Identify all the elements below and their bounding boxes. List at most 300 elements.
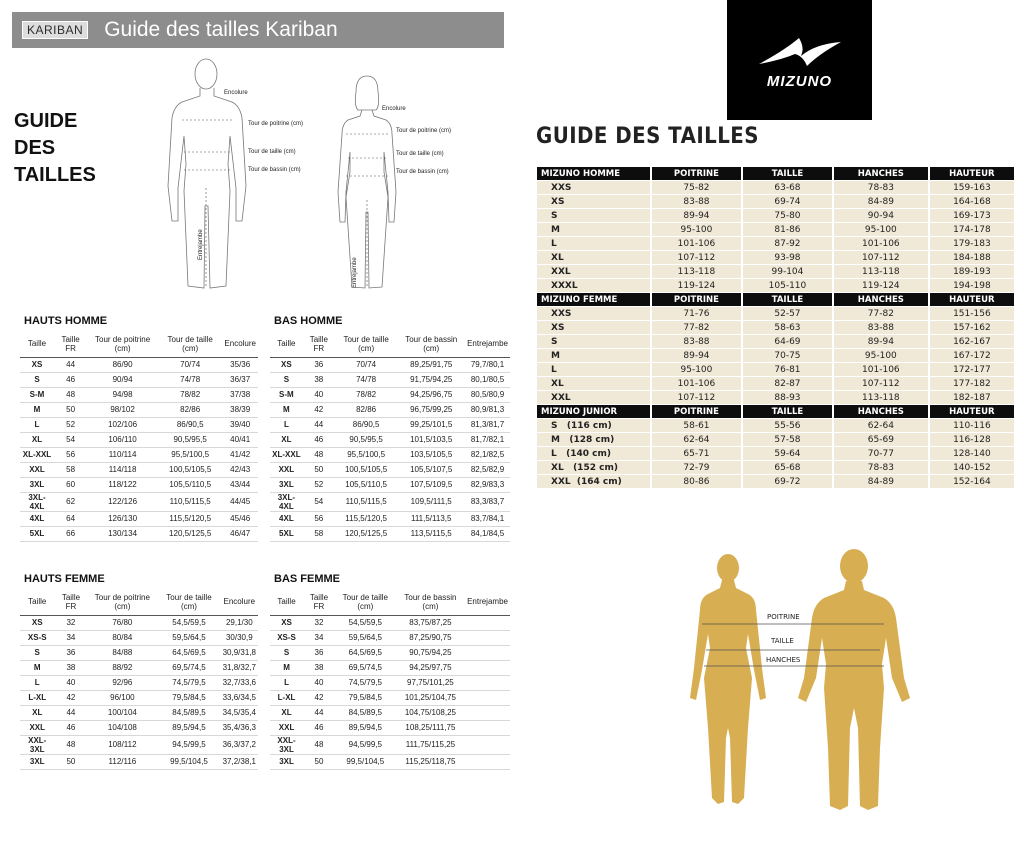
size-cell: S-M (270, 387, 303, 402)
value-cell: 32,7/33,6 (221, 675, 258, 690)
size-cell: L (20, 417, 54, 432)
value-cell: 55-56 (743, 419, 834, 432)
value-cell: 32 (303, 615, 335, 630)
value-cell: 44 (54, 705, 87, 720)
size-cell: L (270, 417, 303, 432)
column-header: POITRINE (652, 293, 743, 306)
table-row (20, 402, 258, 417)
hauts-femme-table (20, 589, 258, 770)
value-cell: 74/78 (158, 372, 222, 387)
value-cell: 36 (303, 357, 335, 372)
hauts-homme-title: HAUTS HOMME (24, 315, 108, 327)
value-cell: 101-106 (834, 363, 930, 376)
size-cell: XL (20, 432, 54, 447)
value-cell: 108,25/111,75 (396, 720, 465, 735)
value-cell: 101,5/103,5 (397, 432, 465, 447)
value-cell: 194-198 (930, 279, 1016, 292)
size-cell: M (20, 402, 54, 417)
table-row (20, 675, 258, 690)
mizuno-wordmark: MIZUNO (766, 73, 833, 90)
value-cell: 107-112 (834, 377, 930, 390)
value-cell: 36 (303, 645, 335, 660)
value-cell: 62-64 (834, 419, 930, 432)
table-header-row (20, 331, 258, 357)
value-cell: 99,5/104,5 (157, 754, 220, 769)
value-cell: 95,5/100,5 (335, 447, 398, 462)
value-cell: 65-71 (652, 447, 743, 460)
value-cell: 56 (303, 511, 335, 526)
table-row (537, 475, 1016, 488)
value-cell: 78-83 (834, 181, 930, 194)
value-cell: 96/100 (87, 690, 157, 705)
size-cell: XS (270, 615, 303, 630)
table-row (270, 477, 510, 492)
value-cell: 113-118 (834, 265, 930, 278)
value-cell: 77-82 (834, 307, 930, 320)
value-cell: 70-77 (834, 447, 930, 460)
column-header: Entrejambe (465, 589, 510, 615)
column-header: HANCHES (834, 167, 930, 180)
column-header: Taille (20, 589, 54, 615)
kariban-title: Guide des tailles Kariban (104, 18, 338, 41)
size-cell: 3XL (270, 477, 303, 492)
value-cell: 36,3/37,2 (221, 735, 258, 754)
table-row (20, 526, 258, 541)
value-cell: 43/44 (222, 477, 258, 492)
value-cell: 94/98 (87, 387, 158, 402)
value-cell: 40 (303, 675, 335, 690)
hauts-femme-title: HAUTS FEMME (24, 573, 105, 585)
body-label-taille: TAILLE (771, 637, 794, 645)
value-cell: 30/30,9 (221, 630, 258, 645)
value-cell: 89-94 (652, 209, 743, 222)
column-header: HAUTEUR (930, 405, 1016, 418)
value-cell: 81-86 (743, 223, 834, 236)
size-cell: L-XL (270, 690, 303, 705)
column-header: Tour de taille (cm) (335, 331, 398, 357)
value-cell: 179-183 (930, 237, 1016, 250)
value-cell: 90,5/95,5 (335, 432, 398, 447)
hauts-homme-table (20, 331, 258, 542)
value-cell: 114/118 (87, 462, 158, 477)
value-cell: 105,5/107,5 (397, 462, 465, 477)
size-cell: XXL (164 cm) (537, 475, 652, 488)
value-cell: 74,5/79,5 (157, 675, 220, 690)
table-row (537, 335, 1016, 348)
value-cell: 96,75/99,25 (397, 402, 465, 417)
table-row (537, 391, 1016, 404)
value-cell: 151-156 (930, 307, 1016, 320)
table-row (270, 675, 510, 690)
value-cell: 64 (54, 511, 87, 526)
value-cell: 89-94 (652, 349, 743, 362)
value-cell: 82,1/82,5 (465, 447, 510, 462)
value-cell: 64,5/69,5 (335, 645, 396, 660)
mizuno-guide-title: GUIDE DES TAILLES (536, 124, 760, 149)
value-cell: 104/108 (87, 720, 157, 735)
value-cell: 120,5/125,5 (158, 526, 222, 541)
value-cell: 95-100 (834, 223, 930, 236)
size-cell: XXL (270, 462, 303, 477)
value-cell: 97,75/101,25 (396, 675, 465, 690)
value-cell: 122/126 (87, 492, 158, 511)
size-cell: M (20, 660, 54, 675)
value-cell: 44 (303, 705, 335, 720)
value-cell: 59,5/64,5 (335, 630, 396, 645)
table-row (537, 349, 1016, 362)
value-cell: 62-64 (652, 433, 743, 446)
column-header: MIZUNO FEMME (537, 293, 652, 306)
value-cell: 82-87 (743, 377, 834, 390)
size-cell: L-XL (20, 690, 54, 705)
value-cell: 78/82 (158, 387, 222, 402)
value-cell: 169-173 (930, 209, 1016, 222)
table-row (270, 526, 510, 541)
size-cell: 4XL (270, 511, 303, 526)
bas-femme-title: BAS FEMME (274, 573, 340, 585)
value-cell: 50 (303, 462, 335, 477)
value-cell: 86/90,5 (158, 417, 222, 432)
value-cell: 105,5/110,5 (335, 477, 398, 492)
value-cell (465, 660, 510, 675)
column-header: MIZUNO HOMME (537, 167, 652, 180)
table-row (270, 705, 510, 720)
value-cell: 79,5/84,5 (335, 690, 396, 705)
value-cell: 58 (54, 462, 87, 477)
size-cell: 3XL-4XL (270, 492, 303, 511)
table-row (270, 402, 510, 417)
value-cell: 184-188 (930, 251, 1016, 264)
value-cell: 111,5/113,5 (397, 511, 465, 526)
size-cell: XL (20, 705, 54, 720)
value-cell: 98/102 (87, 402, 158, 417)
table-row (270, 447, 510, 462)
value-cell (465, 645, 510, 660)
value-cell: 80,5/80,9 (465, 387, 510, 402)
table-header-row (270, 331, 510, 357)
value-cell: 87,25/90,75 (396, 630, 465, 645)
column-header: Tour de bassin (cm) (397, 331, 465, 357)
table-row (270, 462, 510, 477)
value-cell: 62 (54, 492, 87, 511)
value-cell: 42/43 (222, 462, 258, 477)
size-cell: XXL (270, 720, 303, 735)
value-cell (465, 675, 510, 690)
value-cell: 84-89 (834, 475, 930, 488)
table-row (20, 357, 258, 372)
value-cell: 115,5/120,5 (335, 511, 398, 526)
value-cell: 82/86 (158, 402, 222, 417)
value-cell: 81,3/81,7 (465, 417, 510, 432)
value-cell: 113-118 (652, 265, 743, 278)
table-row (20, 417, 258, 432)
table-row (537, 195, 1016, 208)
table-row (537, 433, 1016, 446)
value-cell: 103,5/105,5 (397, 447, 465, 462)
value-cell: 115,25/118,75 (396, 754, 465, 769)
size-cell: XL (537, 377, 652, 390)
size-cell: XXS (537, 307, 652, 320)
size-cell: XXL (537, 391, 652, 404)
value-cell: 48 (303, 447, 335, 462)
value-cell: 105-110 (743, 279, 834, 292)
size-cell: XXS (537, 181, 652, 194)
value-cell: 31,8/32,7 (221, 660, 258, 675)
size-cell: XS (537, 321, 652, 334)
table-row (537, 237, 1016, 250)
size-cell: XS (270, 357, 303, 372)
value-cell: 177-182 (930, 377, 1016, 390)
value-cell: 110-116 (930, 419, 1016, 432)
value-cell: 83-88 (834, 321, 930, 334)
size-cell: XL (270, 432, 303, 447)
size-cell: M (270, 660, 303, 675)
value-cell: 78-83 (834, 461, 930, 474)
value-cell: 29,1/30 (221, 615, 258, 630)
value-cell: 74/78 (335, 372, 398, 387)
size-cell: 3XL (20, 477, 54, 492)
mizuno-runbird-icon (755, 34, 845, 74)
column-header: Taille (270, 331, 303, 357)
value-cell: 38 (54, 660, 87, 675)
value-cell: 119-124 (834, 279, 930, 292)
table-row (270, 387, 510, 402)
mizuno-body-figures (688, 548, 918, 816)
value-cell: 40/41 (222, 432, 258, 447)
table-row (537, 321, 1016, 334)
table-row (20, 462, 258, 477)
size-cell: XS-S (270, 630, 303, 645)
value-cell (465, 705, 510, 720)
value-cell: 45/46 (222, 511, 258, 526)
column-header: Taille FR (54, 589, 87, 615)
mizuno-size-table (537, 166, 1016, 489)
value-cell: 157-162 (930, 321, 1016, 334)
value-cell: 109,5/111,5 (397, 492, 465, 511)
value-cell: 99,25/101,5 (397, 417, 465, 432)
column-header: TAILLE (743, 405, 834, 418)
size-cell: 5XL (270, 526, 303, 541)
value-cell (465, 615, 510, 630)
value-cell: 50 (303, 754, 335, 769)
table-row (270, 615, 510, 630)
column-header: Tour de taille (cm) (158, 331, 222, 357)
column-header: Entrejambe (465, 331, 510, 357)
value-cell: 46 (54, 720, 87, 735)
value-cell: 172-177 (930, 363, 1016, 376)
value-cell: 95-100 (652, 223, 743, 236)
value-cell: 167-172 (930, 349, 1016, 362)
woman-label-poitrine: Tour de poitrine (cm) (396, 128, 452, 134)
value-cell: 39/40 (222, 417, 258, 432)
column-header: Taille FR (303, 589, 335, 615)
value-cell: 95,5/100,5 (158, 447, 222, 462)
body-label-poitrine: POITRINE (767, 613, 800, 621)
value-cell: 91,75/94,25 (397, 372, 465, 387)
size-cell: 3XL (270, 754, 303, 769)
value-cell: 50 (54, 402, 87, 417)
value-cell: 80/84 (87, 630, 157, 645)
table-row (537, 279, 1016, 292)
value-cell: 74,5/79,5 (335, 675, 396, 690)
value-cell: 128-140 (930, 447, 1016, 460)
value-cell: 46/47 (222, 526, 258, 541)
size-cell: S (537, 209, 652, 222)
value-cell: 40 (54, 675, 87, 690)
column-header: Tour de taille (cm) (335, 589, 396, 615)
table-row (20, 615, 258, 630)
man-label-taille: Tour de taille (cm) (248, 149, 296, 155)
column-header: HAUTEUR (930, 293, 1016, 306)
size-cell: L (140 cm) (537, 447, 652, 460)
man-label-entrejambe: Entrejambe (198, 229, 204, 260)
value-cell: 52-57 (743, 307, 834, 320)
value-cell: 58-61 (652, 419, 743, 432)
column-header: Tour de poitrine (cm) (87, 331, 158, 357)
size-cell: XS-S (20, 630, 54, 645)
table-row (537, 307, 1016, 320)
table-row (537, 461, 1016, 474)
size-cell: M (537, 223, 652, 236)
column-header: Taille FR (303, 331, 335, 357)
value-cell: 40 (303, 387, 335, 402)
value-cell: 63-68 (743, 181, 834, 194)
value-cell: 76-81 (743, 363, 834, 376)
value-cell: 83,75/87,25 (396, 615, 465, 630)
value-cell: 95-100 (652, 363, 743, 376)
size-cell: XL (537, 251, 652, 264)
value-cell: 140-152 (930, 461, 1016, 474)
column-header: Taille (20, 331, 54, 357)
value-cell: 54 (303, 492, 335, 511)
value-cell: 48 (303, 735, 335, 754)
size-cell: XXL-3XL (270, 735, 303, 754)
size-cell: 3XL-4XL (20, 492, 54, 511)
table-row (537, 223, 1016, 236)
mizuno-logo (727, 0, 872, 120)
size-cell: XS (537, 195, 652, 208)
value-cell: 107-112 (834, 251, 930, 264)
table-row (537, 447, 1016, 460)
value-cell: 101,25/104,75 (396, 690, 465, 705)
value-cell: 159-163 (930, 181, 1016, 194)
value-cell: 37/38 (222, 387, 258, 402)
size-cell: XL (270, 705, 303, 720)
size-cell: XXL-3XL (20, 735, 54, 754)
value-cell: 38 (303, 660, 335, 675)
value-cell: 82/86 (335, 402, 398, 417)
size-cell: L (537, 237, 652, 250)
woman-label-bassin: Tour de bassin (cm) (396, 169, 449, 175)
size-cell: 3XL (20, 754, 54, 769)
value-cell: 64-69 (743, 335, 834, 348)
value-cell: 86/90 (87, 357, 158, 372)
value-cell: 95-100 (834, 349, 930, 362)
value-cell: 115,5/120,5 (158, 511, 222, 526)
value-cell: 162-167 (930, 335, 1016, 348)
value-cell: 118/122 (87, 477, 158, 492)
table-row (270, 511, 510, 526)
value-cell: 69,5/74,5 (157, 660, 220, 675)
woman-label-encolure: Encolure (382, 106, 406, 112)
column-header: HANCHES (834, 405, 930, 418)
value-cell: 77-82 (652, 321, 743, 334)
value-cell: 119-124 (652, 279, 743, 292)
value-cell: 69,5/74,5 (335, 660, 396, 675)
value-cell: 94,5/99,5 (157, 735, 220, 754)
value-cell: 46 (54, 372, 87, 387)
table-row (20, 720, 258, 735)
size-cell: M (270, 402, 303, 417)
value-cell: 54,5/59,5 (157, 615, 220, 630)
value-cell: 48 (54, 735, 87, 754)
value-cell: 101-106 (652, 377, 743, 390)
value-cell: 64,5/69,5 (157, 645, 220, 660)
value-cell: 106/110 (87, 432, 158, 447)
value-cell: 99-104 (743, 265, 834, 278)
value-cell: 81,7/82,1 (465, 432, 510, 447)
column-header: POITRINE (652, 167, 743, 180)
table-row (270, 492, 510, 511)
table-row (270, 645, 510, 660)
value-cell: 110,5/115,5 (335, 492, 398, 511)
table-row (20, 705, 258, 720)
value-cell: 42 (54, 690, 87, 705)
value-cell (465, 690, 510, 705)
value-cell: 90,5/95,5 (158, 432, 222, 447)
man-label-encolure: Encolure (224, 90, 248, 96)
value-cell: 50 (54, 754, 87, 769)
table-row (20, 372, 258, 387)
column-header: Encolure (222, 331, 258, 357)
value-cell: 107-112 (652, 391, 743, 404)
value-cell: 130/134 (87, 526, 158, 541)
value-cell: 107-112 (652, 251, 743, 264)
size-cell: S (537, 335, 652, 348)
value-cell: 66 (54, 526, 87, 541)
kariban-banner (12, 12, 504, 48)
value-cell: 82,9/83,3 (465, 477, 510, 492)
value-cell: 83-88 (652, 195, 743, 208)
value-cell: 58-63 (743, 321, 834, 334)
value-cell: 79,5/84,5 (157, 690, 220, 705)
value-cell: 65-68 (743, 461, 834, 474)
value-cell: 46 (303, 432, 335, 447)
table-header-row (20, 589, 258, 615)
value-cell: 76/80 (87, 615, 157, 630)
value-cell: 83,3/83,7 (465, 492, 510, 511)
column-header: Taille FR (54, 331, 87, 357)
value-cell (465, 754, 510, 769)
size-cell: 4XL (20, 511, 54, 526)
value-cell: 34 (303, 630, 335, 645)
value-cell: 70-75 (743, 349, 834, 362)
mizuno-section-header (537, 167, 1016, 180)
value-cell: 84,5/89,5 (157, 705, 220, 720)
column-header: Tour de poitrine (cm) (87, 589, 157, 615)
table-row (20, 432, 258, 447)
value-cell: 100/104 (87, 705, 157, 720)
size-cell: XXL (537, 265, 652, 278)
value-cell: 111,75/115,25 (396, 735, 465, 754)
column-header: POITRINE (652, 405, 743, 418)
table-row (20, 660, 258, 675)
woman-label-taille: Tour de taille (cm) (396, 151, 444, 157)
value-cell: 107,5/109,5 (397, 477, 465, 492)
value-cell: 90/94 (87, 372, 158, 387)
table-row (20, 477, 258, 492)
value-cell: 42 (303, 402, 335, 417)
